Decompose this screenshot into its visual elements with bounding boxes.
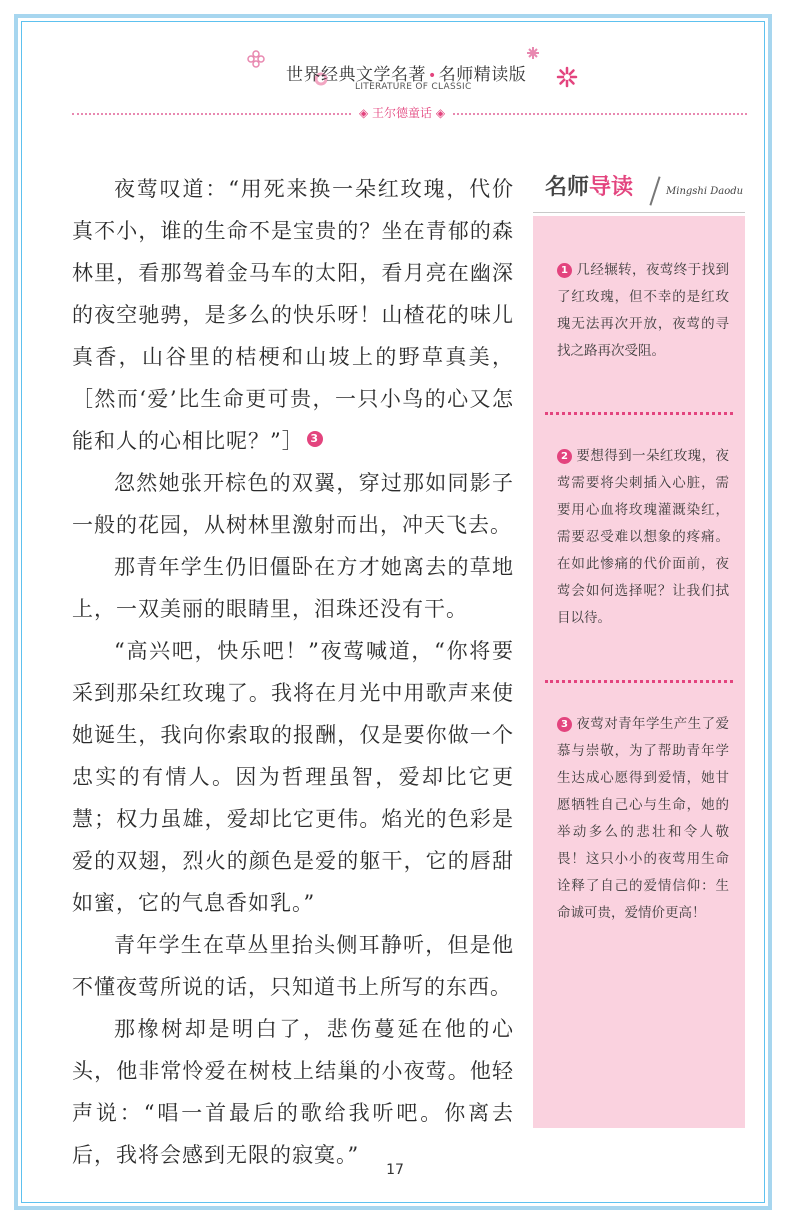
flower-icon xyxy=(556,66,578,88)
sidebar-title: 名师导读 xyxy=(545,174,634,200)
bullet-dot-icon: • xyxy=(428,68,437,84)
note-number-badge: 3 xyxy=(557,717,572,732)
series-subtitle: LITERATURE OF CLASSIC xyxy=(355,82,472,92)
sidebar-title-en: Mingshi Daodu xyxy=(666,186,744,197)
note-separator xyxy=(545,680,733,683)
page-number: 17 xyxy=(386,1162,404,1178)
paragraph: 忽然她张开棕色的双翼，穿过那如同影子一般的花园，从树林里激射而出，冲天飞去。 xyxy=(72,471,514,537)
paragraph: 青年学生在草丛里抬头侧耳静听，但是他不懂夜莺所说的话，只知道书上所写的东西。 xyxy=(72,933,514,999)
note-number-badge: 1 xyxy=(557,263,572,278)
guide-note: 3 夜莺对青年学生产生了爱慕与崇敬，为了帮助青年学生达成心愿得到爱情，她甘愿牺牲自己心与生命，她的举动多么的悲壮和令人敬畏！这只小小的夜莺用生命诠释了自己的爱情信仰：生命诚可贵，爱情价更高！ xyxy=(557,716,729,921)
sidebar-rule xyxy=(533,212,745,213)
paragraph: 那青年学生仍旧僵卧在方才她离去的草地上，一双美丽的眼睛里，泪珠还没有干。 xyxy=(72,555,514,621)
guide-note: 2 要想得到一朵红玫瑰，夜莺需要将尖刺插入心脏，需要用心血将玫瑰灌溉染红，需要忍受难以想象的疼痛。在如此惨痛的代价面前，夜莺会如何选择呢？让我们拭目以待。 xyxy=(557,448,729,626)
paragraph: “高兴吧，快乐吧！”夜莺喊道，“你将要采到那朵红玫瑰了。我将在月光中用歌声来使她诞生，我向你索取的报酬，仅是要你做一个忠实的有情人。因为哲理虽智，爱却比它更慧；权力虽雄，爱却比它更伟。焰光的色彩是爱的双翅，烈火的颜色是爱的躯干，它的唇甜如蜜，它的气息香如乳。” xyxy=(72,639,514,915)
series-title: 世界经典文学名著 • 名师精读版 xyxy=(286,65,527,85)
flower-icon xyxy=(526,46,540,60)
note-ref-badge: 3 xyxy=(307,431,323,447)
paragraph: 那橡树却是明白了，悲伤蔓延在他的心头，他非常怜爱在树枝上结巢的小夜莺。他轻声说：“唱一首最后的歌给我听吧。你离去后，我将会感到无限的寂寞。” xyxy=(72,1017,514,1167)
main-text xyxy=(72,168,514,1176)
note-separator xyxy=(545,412,733,415)
paragraph: 夜莺叹道：“用死来换一朵红玫瑰，代价真不小，谁的生命不是宝贵的？坐在青郁的森林里，看那驾着金马车的太阳，看月亮在幽深的夜空驰骋，是多么的快乐呀！山楂花的味儿真香，山谷里的桔梗和山坡上的野草真美，［然而‘爱’比生命更可贵，一只小鸟的心又怎能和人的心相比呢？”］ 3 xyxy=(72,177,514,453)
guide-note: 1 几经辗转，夜莺终于找到了红玫瑰，但不幸的是红玫瑰无法再次开放，夜莺的寻找之路再次受阻。 xyxy=(557,262,729,359)
flower-icon xyxy=(247,50,265,68)
note-number-badge: 2 xyxy=(557,449,572,464)
book-title: ◈ 王尔德童话 ◈ xyxy=(353,104,451,121)
